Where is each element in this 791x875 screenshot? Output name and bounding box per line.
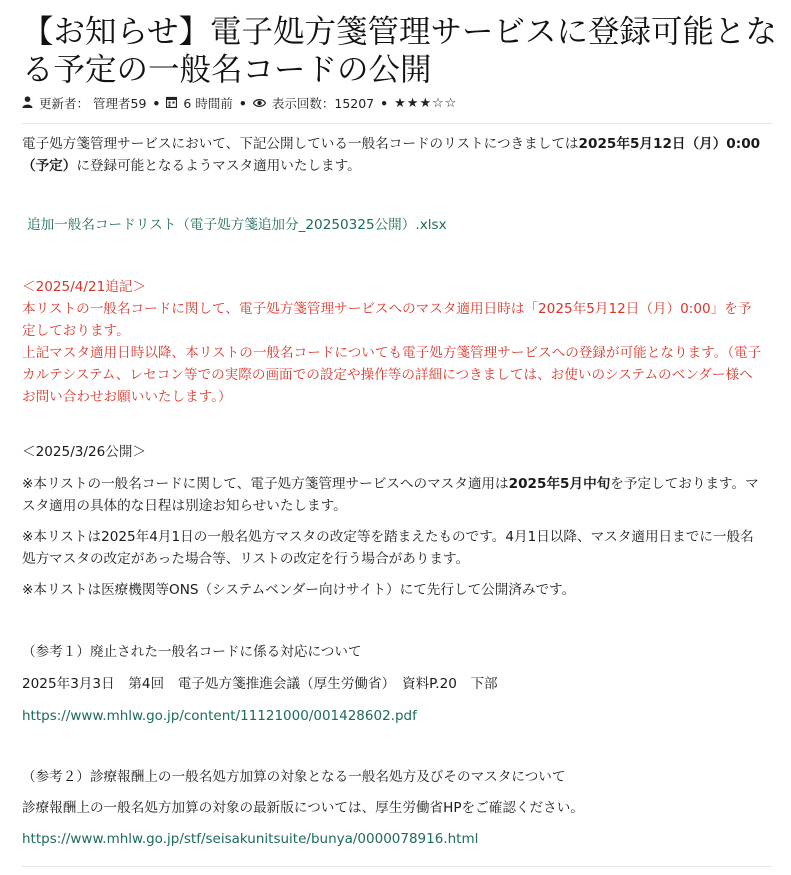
views-count: 15207	[334, 95, 375, 111]
author-name: 管理者59	[93, 96, 147, 111]
reference-link[interactable]: https://www.mhlw.go.jp/content/11121000/001428602.pdf	[22, 708, 417, 724]
note-text-end: を予定しております。マスタ適用の具体的な日程は別途お知らせいたします。	[22, 476, 759, 514]
eye-icon	[253, 96, 266, 111]
page-title: 【お知らせ】電子処方箋管理サービスに登録可能となる予定の一般名コードの公開	[22, 14, 778, 88]
reference-heading: （参考２）診療報酬上の一般名処方加算の対象となる一般名処方及びそのマスタについて	[22, 769, 566, 785]
meta-separator: •	[152, 95, 161, 111]
note-bold-date: 2025年5月中旬	[508, 476, 611, 492]
rating-stars[interactable]: ★★★☆☆	[394, 95, 458, 111]
user-icon	[22, 96, 33, 111]
meta-separator: •	[238, 95, 247, 111]
addendum-line: 上記マスタ適用日時以降、本リストの一般名コードについても電子処方箋管理サービスへの登録が可能となります。（電子カルテシステム、レセコン等での実際の画面での設定や操作等の詳細につきましては、お使いのシステムのベンダー様へお問い合わせお願いいたします。）	[22, 345, 762, 405]
published-note: ※本リストは2025年4月1日の一般名処方マスタの改定等を踏まえたものです。4月1日以降、マスタ適用日までに一般名処方マスタの改定があった場合等、リストの改定を行う場合があります。	[22, 529, 754, 567]
reference-source: 2025年3月3日 第4回 電子処方箋推進会議（厚生労働省） 資料P.20 下部	[22, 676, 498, 692]
article-meta	[22, 94, 457, 112]
divider	[22, 123, 772, 124]
intro-paragraph	[22, 133, 762, 177]
addendum-heading: ＜2025/4/21追記＞	[22, 279, 147, 295]
addendum-line: 本リストの一般名コードに関して、電子処方箋管理サービスへのマスタ適用日時は「2025年5月12日（月）0:00」を予定しております。	[22, 301, 752, 339]
addendum-block	[22, 276, 762, 408]
file-download-link[interactable]: 追加一般名コードリスト（電子処方箋追加分_20250325公開）.xlsx	[27, 217, 447, 233]
note-text: ※本リストの一般名コードに関して、電子処方箋管理サービスへのマスタ適用は	[22, 476, 509, 492]
divider	[22, 866, 772, 867]
meta-separator: •	[380, 95, 389, 111]
calendar-icon	[166, 96, 177, 111]
published-note	[22, 473, 762, 517]
views-label: 表示回数：	[271, 96, 335, 111]
intro-text: 電子処方箋管理サービスにおいて、下記公開している一般名コードのリストにつきましては	[22, 136, 579, 152]
published-heading: ＜2025/3/26公開＞	[22, 444, 147, 460]
reference-heading: （参考１）廃止された一般名コードに係る対応について	[22, 644, 362, 660]
reference-text: 診療報酬上の一般名処方加算の対象の最新版については、厚生労働省HPをご確認ください。	[22, 800, 584, 816]
intro-text-end: に登録可能となるようマスタ適用いたします。	[76, 158, 361, 174]
intro-date: 2025年5月12日（月）0:00（予定）	[22, 136, 761, 174]
reference-link[interactable]: https://www.mhlw.go.jp/stf/seisakunitsuite/bunya/0000078916.html	[22, 831, 479, 847]
published-note: ※本リストは医療機関等ONS（システムベンダー向けサイト）にて先行して公開済みです。	[22, 582, 576, 598]
author-label: 更新者：	[39, 96, 90, 111]
updated-time: 6 時間前	[183, 96, 233, 111]
